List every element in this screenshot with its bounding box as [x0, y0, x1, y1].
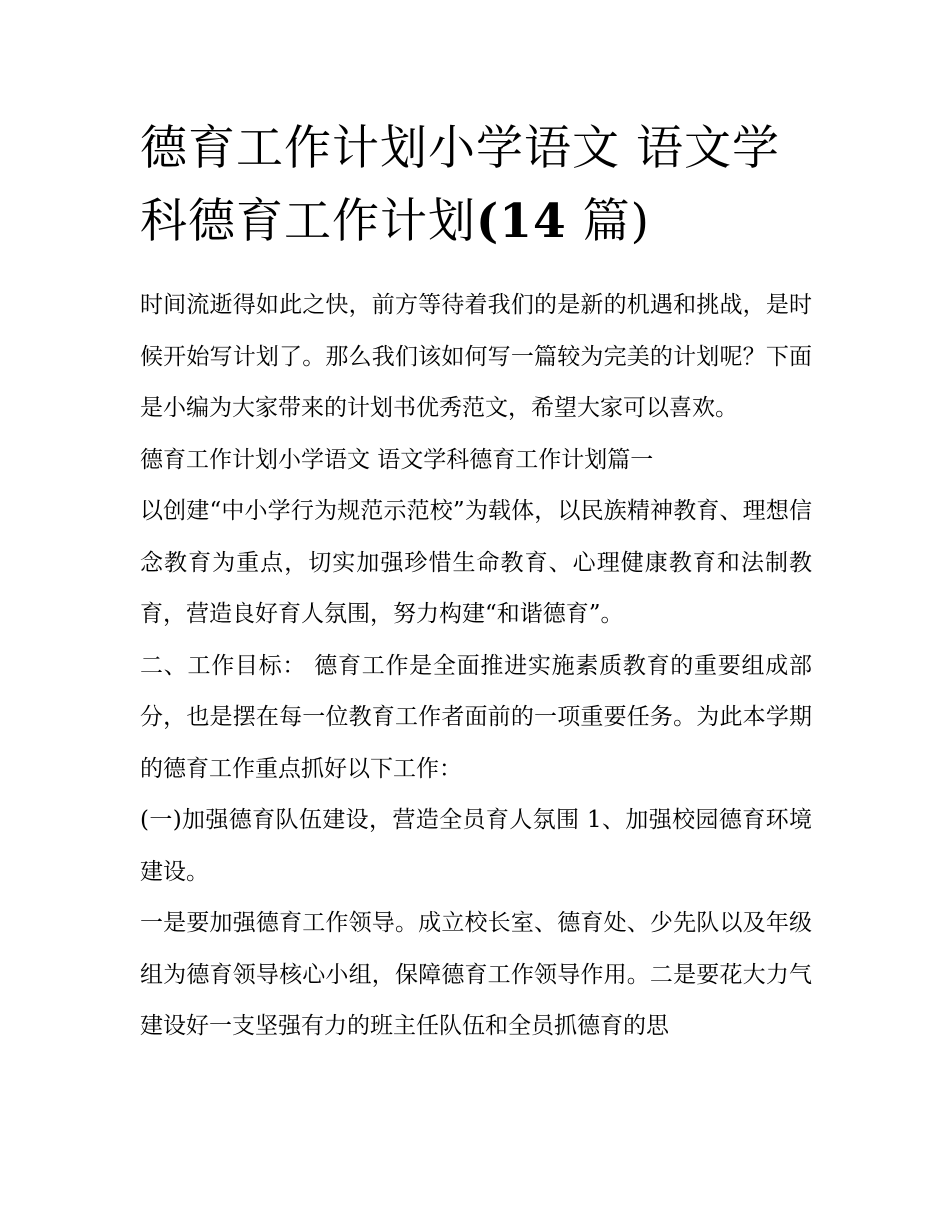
document-title: [140, 112, 812, 258]
body-paragraph: 二、工作目标： 德育工作是全面推进实施素质教育的重要组成部分，也是摆在每一位教育工作者面前的一项重要任务。为此本学期的德育工作重点抓好以下工作：: [140, 652, 812, 782]
intro-paragraph: 时间流逝得如此之快，前方等待着我们的是新的机遇和挑战，是时候开始写计划了。那么我们该如何写一篇较为完美的计划呢？下面是小编为大家带来的计划书优秀范文，希望大家可以喜欢。: [140, 292, 812, 421]
document-body: [140, 112, 812, 1053]
title-suffix: 篇): [566, 194, 650, 249]
title-count: (14: [476, 194, 567, 249]
section-heading: 德育工作计划小学语文 语文学科德育工作计划篇一: [140, 446, 654, 473]
body-paragraph: 一是要加强德育工作领导。成立校长室、德育处、少先队以及年级组为德育领导核心小组，保障德育工作领导作用。二是要花大力气建设好一支坚强有力的班主任队伍和全员抓德育的思: [140, 910, 812, 1039]
title-text: 德育工作计划小学语文 语文学科德育工作计划: [140, 121, 780, 249]
body-paragraph: (一)加强德育队伍建设，营造全员育人氛围 1、加强校园德育环境建设。: [140, 807, 812, 885]
body-paragraph: 以创建“中小学行为规范示范校”为载体，以民族精神教育、理想信念教育为重点，切实加强珍惜生命教育、心理健康教育和法制教育，营造良好育人氛围，努力构建“和谐德育”。: [140, 498, 812, 627]
